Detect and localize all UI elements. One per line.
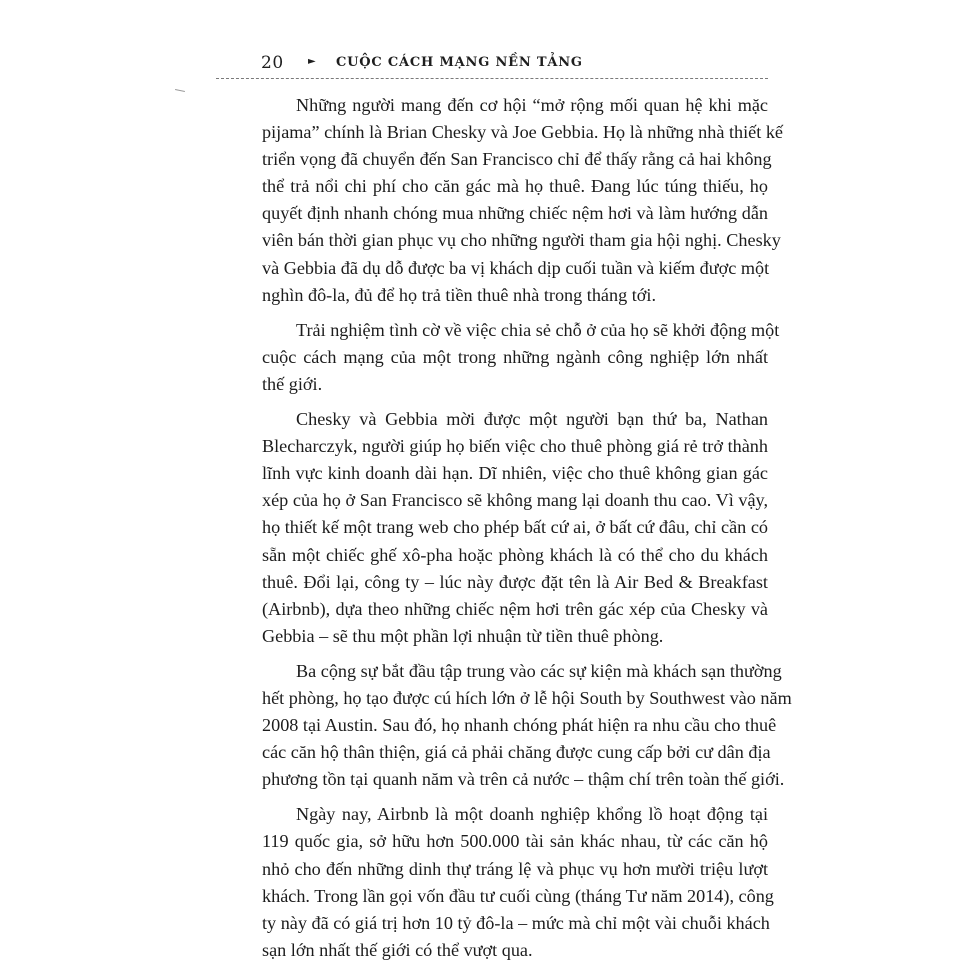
text-line: thể trả nổi chi phí cho căn gác mà họ thuê. Đang lúc túng thiếu, họ: [262, 176, 768, 197]
page-header: [261, 50, 781, 78]
text-line: lĩnh vực kinh doanh dài hạn. Dĩ nhiên, việc cho thuê không gian gác: [262, 463, 768, 484]
text-line: triển vọng đã chuyển đến San Francisco chỉ để thấy rằng cả hai không: [262, 149, 772, 170]
arrow-icon: ►: [308, 56, 316, 67]
text-line: thuê. Đổi lại, công ty – lúc này được đặt tên là Air Bed & Breakfast: [262, 571, 768, 592]
scan-mark: [175, 89, 185, 92]
text-line: ty này đã có giá trị hơn 10 tỷ đô-la – mức mà chỉ một vài chuỗi khách: [262, 912, 770, 933]
text-line: họ thiết kế một trang web cho phép bất cứ ai, ở bất cứ đâu, chỉ cần có: [262, 517, 768, 538]
paragraph: [262, 801, 774, 964]
text-line: Ngày nay, Airbnb là một doanh nghiệp khổng lồ hoạt động tại: [296, 804, 768, 825]
text-line: Gebbia – sẽ thu một phần lợi nhuận từ tiền thuê phòng.: [262, 625, 664, 646]
text-line: (Airbnb), dựa theo những chiếc nệm hơi trên gác xép của Chesky và: [262, 598, 768, 619]
text-line: xép của họ ở San Francisco sẽ không mang lại doanh thu cao. Vì vậy,: [262, 490, 768, 511]
text-line: cuộc cách mạng của một trong những ngành công nghiệp lớn nhất: [262, 346, 768, 367]
text-line: Ba cộng sự bắt đầu tập trung vào các sự kiện mà khách sạn thường: [296, 660, 782, 681]
paragraph: [262, 658, 792, 793]
text-line: hết phòng, họ tạo được cú hích lớn ở lễ hội South by Southwest vào năm: [262, 687, 792, 708]
paragraph: [262, 317, 780, 398]
text-line: nghìn đô-la, đủ để họ trả tiền thuê nhà trong tháng tới.: [262, 284, 656, 305]
text-line: các căn hộ thân thiện, giá cả phải chăng được cung cấp bởi cư dân địa: [262, 742, 771, 763]
text-line: Blecharczyk, người giúp họ biến việc cho thuê phòng giá rẻ trở thành: [262, 436, 768, 457]
text-line: 2008 tại Austin. Sau đó, họ nhanh chóng phát hiện ra nhu cầu cho thuê: [262, 715, 777, 736]
body-text: [262, 92, 792, 972]
page-number: 20: [261, 53, 284, 73]
text-line: quyết định nhanh chóng mua những chiếc nệm hơi và làm hướng dẫn: [262, 203, 768, 224]
text-line: sẵn một chiếc ghế xô-pha hoặc phòng khách là có thể cho du khách: [262, 544, 768, 565]
text-line: viên bán thời gian phục vụ cho những người tham gia hội nghị. Chesky: [262, 230, 781, 251]
text-line: 119 quốc gia, sở hữu hơn 500.000 tài sản khác nhau, từ các căn hộ: [262, 831, 768, 852]
running-title: CUỘC CÁCH MẠNG NỀN TẢNG: [336, 55, 583, 70]
text-line: nhỏ cho đến những dinh thự tráng lệ và phục vụ hơn mười triệu lượt: [262, 858, 768, 879]
paragraph: [262, 406, 768, 650]
text-line: thế giới.: [262, 373, 323, 394]
text-line: sạn lớn nhất thế giới có thể vượt qua.: [262, 939, 533, 960]
text-line: Những người mang đến cơ hội “mở rộng mối quan hệ khi mặc: [296, 95, 768, 115]
text-line: pijama” chính là Brian Chesky và Joe Gebbia. Họ là những nhà thiết kế: [262, 122, 783, 143]
text-line: khách. Trong lần gọi vốn đầu tư cuối cùng (tháng Tư năm 2014), công: [262, 885, 774, 906]
text-line: phương tồn tại quanh năm và trên cả nước – thậm chí trên toàn thế giới.: [262, 769, 785, 790]
paragraph: [262, 92, 783, 309]
text-line: Chesky và Gebbia mời được một người bạn thứ ba, Nathan: [296, 409, 768, 430]
text-line: Trải nghiệm tình cờ về việc chia sẻ chỗ ở của họ sẽ khởi động một: [296, 319, 780, 340]
header-divider: [216, 78, 768, 79]
text-line: và Gebbia đã dụ dỗ được ba vị khách dịp cuối tuần và kiếm được một: [262, 257, 770, 278]
